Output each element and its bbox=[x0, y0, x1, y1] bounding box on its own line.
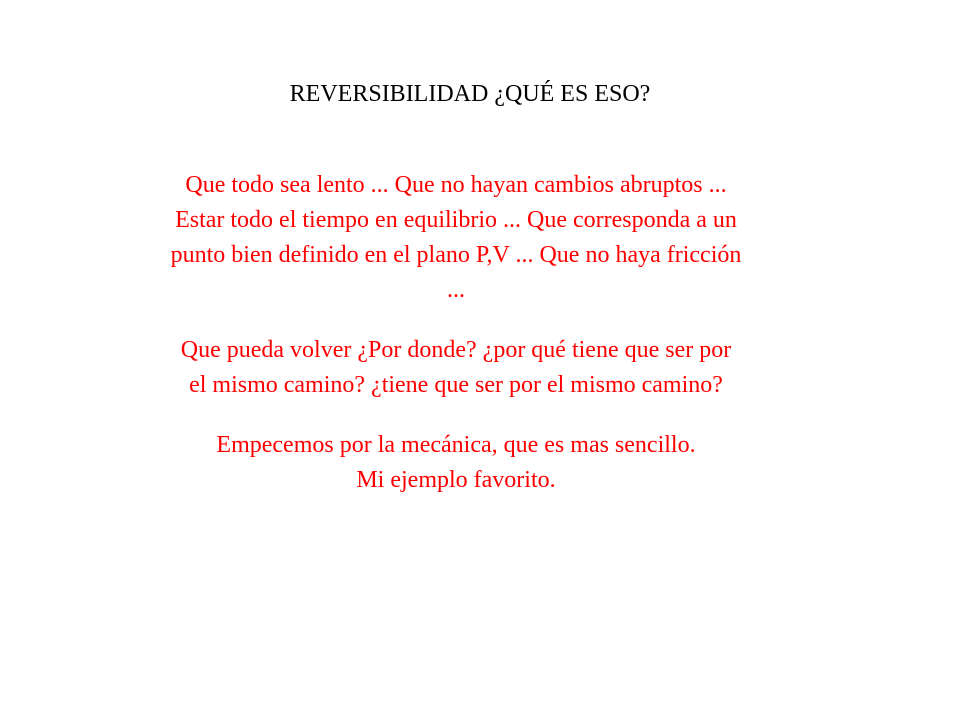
text-line: Que todo sea lento ... Que no hayan cambios abruptos ... bbox=[185, 172, 727, 198]
paragraph-questions bbox=[130, 333, 782, 403]
slide-title: REVERSIBILIDAD ¿QUÉ ES ESO? bbox=[289, 81, 651, 107]
text-line: Mi ejemplo favorito. bbox=[356, 467, 556, 493]
text-line: ... bbox=[447, 277, 465, 303]
text-line: Empecemos por la mecánica, que es mas sencillo. bbox=[216, 432, 696, 458]
text-line: Que pueda volver ¿Por donde? ¿por qué tiene que ser por bbox=[180, 337, 732, 363]
slide-body bbox=[130, 168, 782, 498]
paragraph-mechanics bbox=[130, 428, 782, 498]
paragraph-requirements bbox=[130, 168, 782, 308]
text-line: Estar todo el tiempo en equilibrio ... Que corresponda a un bbox=[175, 207, 737, 233]
text-line: punto bien definido en el plano P,V ... Que no haya fricción bbox=[170, 242, 742, 268]
text-line: el mismo camino? ¿tiene que ser por el mismo camino? bbox=[189, 372, 723, 398]
